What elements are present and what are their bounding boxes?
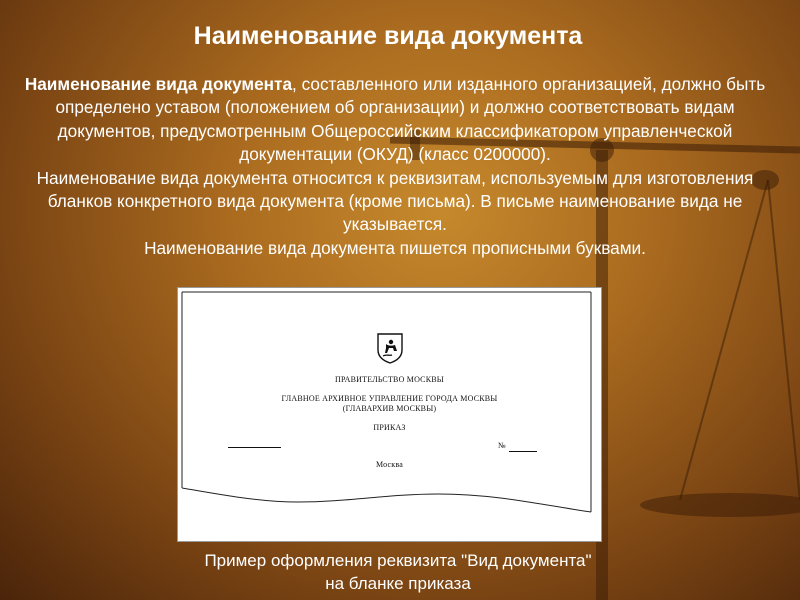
paragraph-requisite-usage: Наименование вида документа относится к реквизитам, используемым для изготовления бланков конкретного вида документа (кроме письма). В письме наименование вида не указывается. bbox=[36, 167, 754, 235]
doc-org-name: ГЛАВНОЕ АРХИВНОЕ УПРАВЛЕНИЕ ГОРОДА МОСКВЫ bbox=[281, 394, 498, 403]
slide-body bbox=[10, 73, 780, 260]
paragraph-lead-term: Наименование вида документа bbox=[24, 74, 293, 94]
figure-caption bbox=[100, 549, 696, 595]
doc-type-label: ПРИКАЗ bbox=[373, 423, 406, 432]
caption-line-2: на бланке приказа bbox=[325, 574, 471, 593]
paragraph-definition-text: , составленного или изданного организацией, должно быть определено уставом (положением об организации) и должно соответствовать видам документов, предусмотренным Общероссийским классификатором управленческой документации (ОКУД) (класс 0200000). bbox=[55, 74, 766, 165]
moscow-coat-of-arms-icon bbox=[377, 332, 403, 364]
document-blank-outline bbox=[178, 288, 603, 543]
slide-title: Наименование вида документа bbox=[193, 22, 583, 50]
doc-org-short-name: (ГЛАВАРХИВ МОСКВЫ) bbox=[342, 404, 437, 413]
doc-number-sign: № bbox=[498, 441, 506, 450]
doc-number-field bbox=[509, 451, 537, 452]
doc-date-field bbox=[228, 447, 281, 448]
doc-org-parent: ПРАВИТЕЛЬСТВО МОСКВЫ bbox=[335, 375, 444, 384]
document-blank-sample bbox=[177, 287, 602, 542]
caption-line-1: Пример оформления реквизита "Вид документа" bbox=[204, 551, 592, 570]
paragraph-capital-letters: Наименование вида документа пишется прописными буквами. bbox=[144, 237, 646, 258]
paragraph-definition bbox=[10, 73, 780, 167]
doc-place: Москва bbox=[376, 460, 403, 469]
